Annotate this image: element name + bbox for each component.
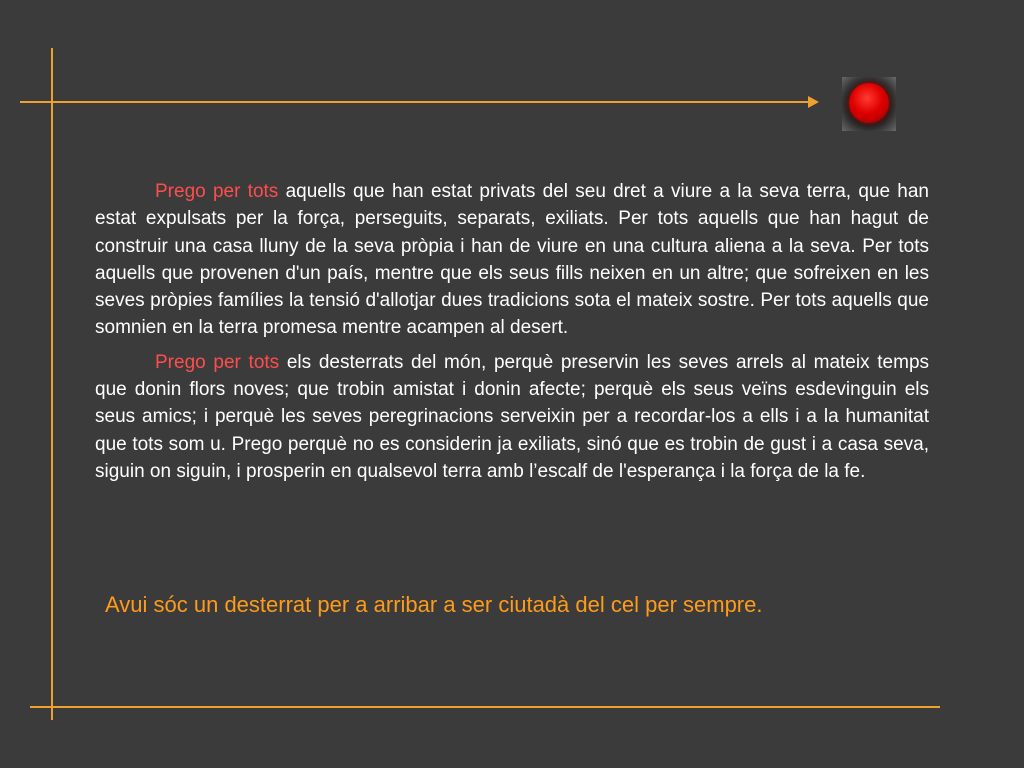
closing-line: Avui sóc un desterrat per a arribar a ser ciutadà del cel per sempre.: [105, 592, 763, 617]
record-button-icon: [849, 83, 889, 123]
vertical-guide-line: [51, 48, 53, 720]
body-text: [95, 178, 929, 492]
arrow-right-icon: [808, 96, 819, 108]
paragraph-1: [95, 178, 929, 342]
paragraph-lead: Prego per tots: [155, 181, 279, 202]
paragraph-lead: Prego per tots: [155, 351, 280, 373]
bottom-guide-line: [30, 706, 940, 708]
paragraph-2: [95, 349, 929, 485]
top-guide-line: [20, 101, 810, 103]
paragraph-text: aquells que han estat privats del seu dret a viure a la seva terra, que han estat expulsats per la força, perseguits, separats, exiliats. Per tots aquells que han hagut de construir una casa lluny de la seva pròpia i han de viure en una cultura aliena a la seva. Per tots aquells que provenen d'un país, mentre que els seus fills neixen en un altre; que sofreixen en les seves pròpies famílies la tensió d'allotjar dues tradicions sota el mateix sostre. Per tots aquells que somnien en la terra promesa mentre acampen al desert.: [95, 181, 929, 339]
paragraph-text: els desterrats del món, perquè preservin les seves arrels al mateix temps que donin flors noves; que trobin amistat i donin afecte; perquè els seus veïns esdevinguin els seus amics; i perquè les seves peregrinacions serveixin per a recordar-los a ells i a la humanitat que tots som u. Prego perquè no es considerin ja exiliats, sinó que es trobin de gust i a casa seva, siguin on siguin, i prosperin en qualsevol terra amb l’escalf de l'esperança i la força de la fe.: [95, 351, 930, 482]
record-button[interactable]: [842, 77, 896, 131]
